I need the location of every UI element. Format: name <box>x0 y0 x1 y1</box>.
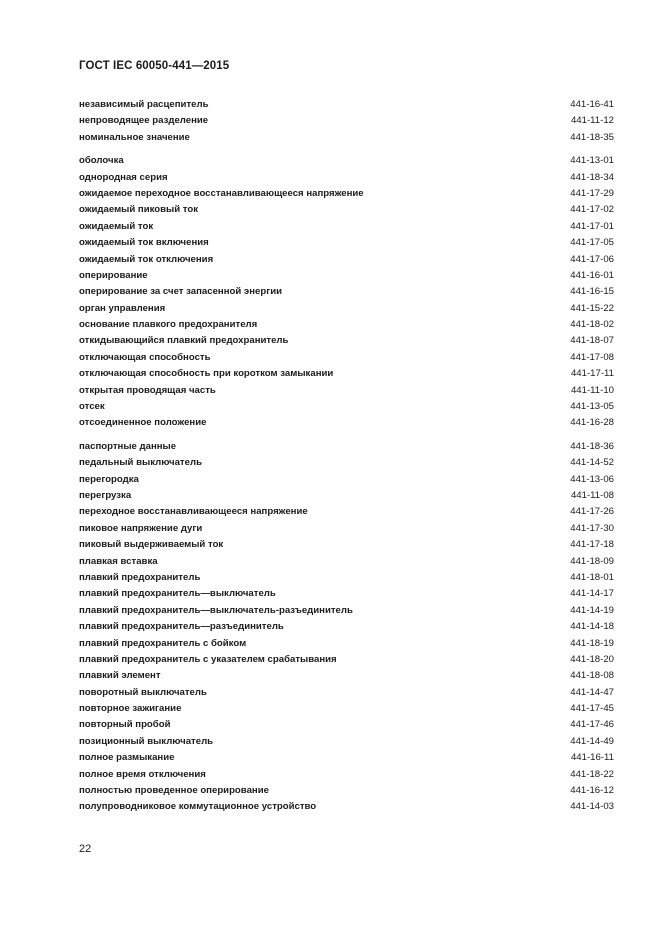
entry-code: 441-17-26 <box>570 506 614 518</box>
index-entry <box>79 284 614 300</box>
entry-term: плавкий предохранитель—выключатель-разъединитель <box>79 604 353 616</box>
entry-term: поворотный выключатель <box>79 686 207 698</box>
entry-term: повторное зажигание <box>79 703 182 715</box>
term-group <box>79 153 614 432</box>
entry-code: 441-18-08 <box>570 670 614 682</box>
entry-term: перегрузка <box>79 489 132 501</box>
index-entry <box>79 668 614 684</box>
index-entry <box>79 333 614 349</box>
entry-code: 441-18-22 <box>570 768 614 780</box>
index-entry <box>79 685 614 701</box>
index-entry <box>79 235 614 251</box>
entry-code: 441-17-06 <box>570 253 614 265</box>
index-entry <box>79 767 614 783</box>
entry-code: 441-11-12 <box>570 115 614 127</box>
index-entry <box>79 301 614 317</box>
entry-term: педальный выключатель <box>79 457 202 469</box>
entry-code: 441-18-20 <box>570 653 614 665</box>
entry-term: перегородка <box>79 473 139 485</box>
index-entry <box>79 554 614 570</box>
entry-code: 441-17-01 <box>570 220 614 232</box>
index-entry <box>79 186 614 202</box>
entry-code: 441-16-12 <box>570 785 614 797</box>
index-entry <box>79 586 614 602</box>
index-entry <box>79 783 614 799</box>
entry-code: 441-17-11 <box>570 368 614 380</box>
index-entry <box>79 652 614 668</box>
entry-term: плавкий предохранитель—выключатель <box>79 588 276 600</box>
entry-code: 441-11-08 <box>570 489 614 501</box>
entry-code: 441-16-01 <box>570 269 614 281</box>
entry-code: 441-15-22 <box>570 302 614 314</box>
entry-code: 441-14-18 <box>570 621 614 633</box>
entry-code: 441-13-05 <box>570 401 614 413</box>
entry-term: плавкий предохранитель <box>79 571 201 583</box>
entry-code: 441-18-35 <box>570 131 614 143</box>
entry-code: 441-17-29 <box>570 187 614 199</box>
index-entry <box>79 521 614 537</box>
entry-code: 441-16-11 <box>570 752 614 764</box>
entry-term: повторный пробой <box>79 719 171 731</box>
entry-term: открытая проводящая часть <box>79 384 216 396</box>
entry-term: ожидаемый ток включения <box>79 237 209 249</box>
entry-term: плавкий предохранитель с бойком <box>79 637 247 649</box>
entry-term: ожидаемый пиковый ток <box>79 204 199 216</box>
entry-term: ожидаемый ток <box>79 220 154 232</box>
index-entry <box>79 504 614 520</box>
entry-code: 441-17-08 <box>570 351 614 363</box>
entry-code: 441-14-03 <box>570 801 614 813</box>
entry-code: 441-18-36 <box>570 440 614 452</box>
entry-code: 441-16-15 <box>570 286 614 298</box>
index-entry <box>79 350 614 366</box>
entry-code: 441-16-28 <box>570 417 614 429</box>
entry-code: 441-18-19 <box>570 637 614 649</box>
entry-term: оболочка <box>79 155 124 167</box>
index-entry <box>79 366 614 382</box>
entry-term: ожидаемый ток отключения <box>79 253 214 265</box>
entry-code: 441-18-01 <box>570 571 614 583</box>
index-entry <box>79 202 614 218</box>
entry-term: непроводящее разделение <box>79 115 209 127</box>
entry-code: 441-17-45 <box>570 703 614 715</box>
index-entry <box>79 619 614 635</box>
entry-code: 441-18-34 <box>570 171 614 183</box>
entry-code: 441-14-17 <box>570 588 614 600</box>
entry-term: полностью проведенное оперирование <box>79 785 269 797</box>
index-entry <box>79 472 614 488</box>
entry-term: ожидаемое переходное восстанавливающееся напряжение <box>79 187 364 199</box>
term-group <box>79 97 614 146</box>
entry-code: 441-16-41 <box>570 99 614 110</box>
entry-term: полупроводниковое коммутационное устройство <box>79 801 317 813</box>
index-entry <box>79 570 614 586</box>
index-entry <box>79 701 614 717</box>
entry-term: пиковое напряжение дуги <box>79 522 203 534</box>
index-entry <box>79 252 614 268</box>
entry-term: оперирование <box>79 269 148 281</box>
entry-code: 441-18-07 <box>570 335 614 347</box>
entry-term: основание плавкого предохранителя <box>79 319 258 331</box>
entry-term: откидывающийся плавкий предохранитель <box>79 335 289 347</box>
index-entry <box>79 799 614 815</box>
index-entry <box>79 455 614 471</box>
entry-term: переходное восстанавливающееся напряжение <box>79 506 308 518</box>
entry-code: 441-18-02 <box>570 319 614 331</box>
index-entry <box>79 383 614 399</box>
entry-term: отключающая способность <box>79 351 211 363</box>
index-entry <box>79 636 614 652</box>
entry-term: однородная серия <box>79 171 168 183</box>
index-entry <box>79 750 614 766</box>
entry-code: 441-11-10 <box>570 384 614 396</box>
index-entry <box>79 717 614 733</box>
entry-term: паспортные данные <box>79 440 177 452</box>
entry-term: отключающая способность при коротком замыкании <box>79 368 334 380</box>
entry-term: пиковый выдерживаемый ток <box>79 539 224 551</box>
entry-code: 441-17-30 <box>570 522 614 534</box>
entry-code: 441-14-52 <box>570 457 614 469</box>
index-entry <box>79 268 614 284</box>
entry-term: отсек <box>79 401 105 413</box>
index-entry <box>79 734 614 750</box>
index-entry <box>79 415 614 431</box>
entry-code: 441-17-02 <box>570 204 614 216</box>
entry-term: номинальное значение <box>79 131 190 143</box>
page-number: 22 <box>79 843 92 855</box>
index-entry <box>79 153 614 169</box>
term-index <box>79 97 614 816</box>
entry-code: 441-17-18 <box>570 539 614 551</box>
entry-term: независимый расцепитель <box>79 99 209 110</box>
entry-code: 441-14-19 <box>570 604 614 616</box>
entry-code: 441-17-05 <box>570 237 614 249</box>
entry-term: полное размыкание <box>79 752 175 764</box>
entry-term: орган управления <box>79 302 166 314</box>
entry-term: плавкий предохранитель с указателем срабатывания <box>79 653 337 665</box>
entry-term: оперирование за счет запасенной энергии <box>79 286 283 298</box>
term-group <box>79 439 614 816</box>
entry-term: плавкий элемент <box>79 670 161 682</box>
index-entry <box>79 97 614 113</box>
index-entry <box>79 170 614 186</box>
entry-code: 441-13-01 <box>570 155 614 167</box>
index-entry <box>79 399 614 415</box>
index-entry <box>79 488 614 504</box>
index-entry <box>79 130 614 146</box>
entry-term: отсоединенное положение <box>79 417 207 429</box>
index-entry <box>79 113 614 129</box>
entry-term: полное время отключения <box>79 768 206 780</box>
index-entry <box>79 439 614 455</box>
index-entry <box>79 219 614 235</box>
entry-code: 441-14-47 <box>570 686 614 698</box>
entry-code: 441-14-49 <box>570 735 614 747</box>
entry-code: 441-18-09 <box>570 555 614 567</box>
entry-code: 441-13-06 <box>570 473 614 485</box>
entry-term: плавкий предохранитель—разъединитель <box>79 621 284 633</box>
index-entry <box>79 537 614 553</box>
document-header: ГОСТ IEC 60050-441—2015 <box>79 60 230 72</box>
entry-code: 441-17-46 <box>570 719 614 731</box>
index-entry <box>79 317 614 333</box>
entry-term: позиционный выключатель <box>79 735 214 747</box>
entry-term: плавкая вставка <box>79 555 158 567</box>
index-entry <box>79 603 614 619</box>
